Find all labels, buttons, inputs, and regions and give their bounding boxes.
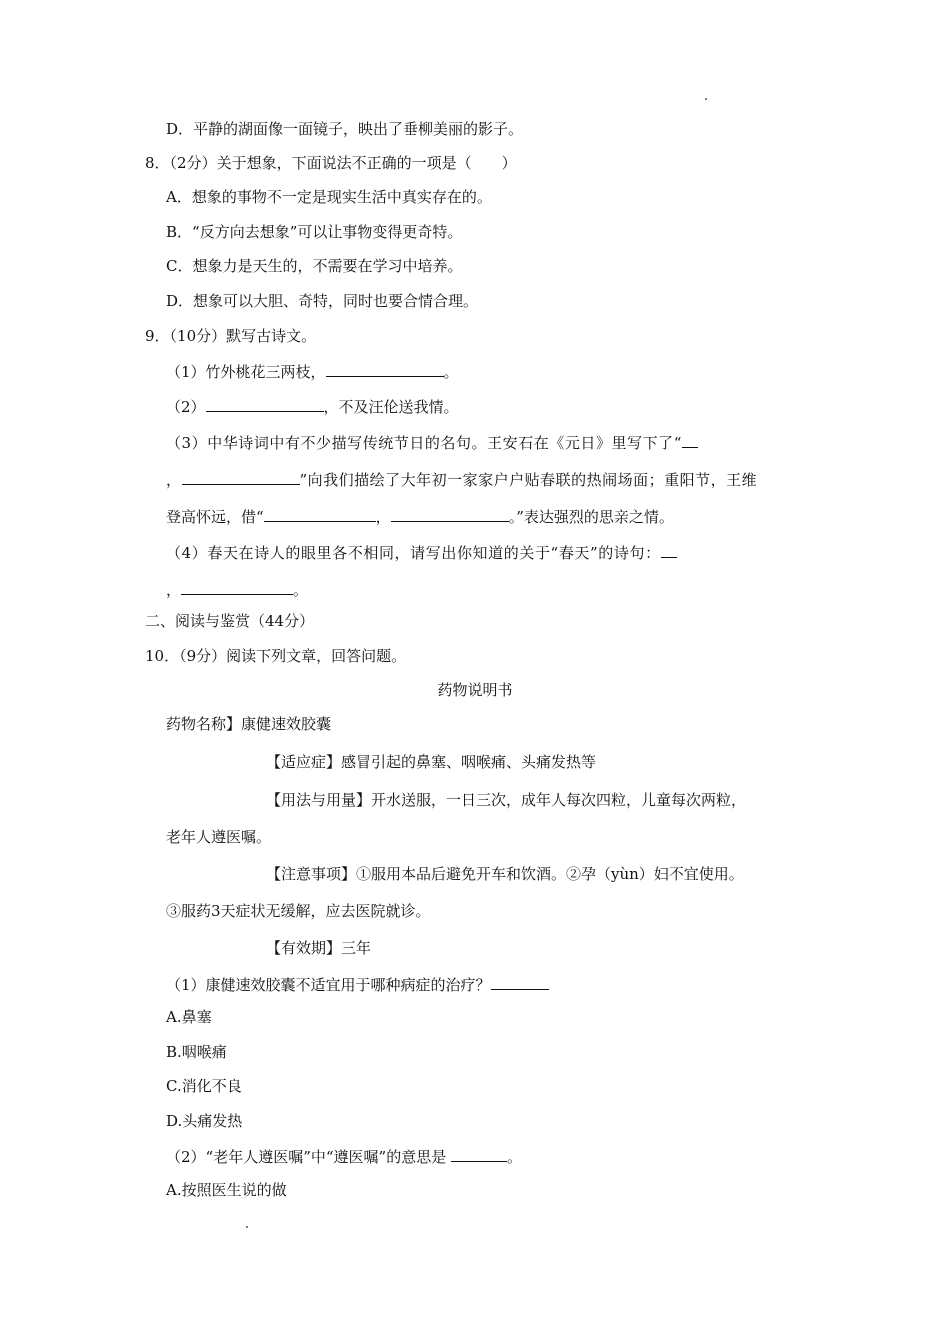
q10-stem: 10．（9分）阅读下列文章，回答问题。 bbox=[145, 647, 407, 665]
q9-sub3-text2: ”向我们描绘了大年初一家家户户贴春联的热闹场面；重阳节，王维 bbox=[299, 471, 758, 489]
q7-option-d: D．平静的湖面像一面镜子，映出了垂柳美丽的影子。 bbox=[166, 120, 524, 138]
q9-sub3-line2 bbox=[166, 468, 757, 490]
q9-sub1 bbox=[166, 360, 459, 382]
q9-sub2-num: （2） bbox=[166, 398, 206, 416]
q8-stem: 8．（2分）关于想象，下面说法不正确的一项是（ ） bbox=[145, 154, 517, 172]
medicine-usage-line1: 【用法与用量】开水送服，一日三次，成年人每次四粒，儿童每次两粒， bbox=[266, 791, 747, 809]
q9-sub3-blank-a[interactable] bbox=[682, 431, 698, 448]
q9-stem: 9．（10分）默写古诗文。 bbox=[145, 327, 317, 345]
medicine-notes-line2: ③服药3天症状无缓解，应去医院就诊。 bbox=[166, 902, 431, 920]
q10-sub1-option-a: A.鼻塞 bbox=[166, 1008, 212, 1026]
medicine-usage-line2: 老年人遵医嘱。 bbox=[166, 828, 272, 846]
q9-sub1-text: （1）竹外桃花三两枝， bbox=[166, 363, 326, 381]
q9-sub2-blank[interactable] bbox=[206, 395, 324, 412]
q9-sub3-text1: （3）中华诗词中有不少描写传统节日的名句。王安石在《元日》里写下了“ bbox=[166, 434, 682, 452]
q10-sub2-stem bbox=[166, 1145, 522, 1167]
q10-sub2-option-a: A.按照医生说的做 bbox=[166, 1181, 287, 1199]
q9-sub4-comma: ， bbox=[166, 581, 182, 599]
q9-sub4-end: 。 bbox=[293, 581, 309, 599]
q10-sub2-end: 。 bbox=[507, 1148, 523, 1166]
q9-sub3-text4: 。”表达强烈的思亲之情。 bbox=[508, 508, 674, 526]
medicine-indication: 【适应症】感冒引起的鼻塞、咽喉痛、头痛发热等 bbox=[266, 753, 597, 771]
q8-option-b: B．“反方向去想象”可以让事物变得更奇特。 bbox=[166, 223, 463, 241]
q10-sub1-option-c: C.消化不良 bbox=[166, 1077, 242, 1095]
q8-option-c: C．想象力是天生的，不需要在学习中培养。 bbox=[166, 257, 463, 275]
q9-sub3-blank-d[interactable] bbox=[391, 505, 509, 522]
page-mark-dot bbox=[705, 98, 707, 100]
q8-option-a: A．想象的事物不一定是现实生活中真实存在的。 bbox=[166, 188, 492, 206]
q10-sub1-option-d: D.头痛发热 bbox=[166, 1112, 243, 1130]
q9-sub4-text1: （4）春天在诗人的眼里各不相同，请写出你知道的关于“春天”的诗句： bbox=[166, 544, 661, 562]
q9-sub3-blank-c[interactable] bbox=[264, 505, 376, 522]
page-mark-dot-bottom bbox=[246, 1226, 248, 1228]
q10-sub1-text: （1）康健速效胶囊不适宜用于哪种病症的治疗？ bbox=[166, 976, 491, 994]
q9-sub4-blank-b[interactable] bbox=[181, 578, 293, 595]
q9-sub3-mid: ， bbox=[375, 508, 391, 526]
q10-sub2-text: （2）“老年人遵医嘱”中“遵医嘱”的意思是 bbox=[166, 1148, 451, 1166]
q9-sub2 bbox=[166, 395, 459, 417]
q9-sub1-blank[interactable] bbox=[326, 360, 444, 377]
section2-heading: 二、阅读与鉴赏（44分） bbox=[145, 612, 315, 630]
medicine-notes-line1: 【注意事项】①服用本品后避免开车和饮酒。②孕（yùn）妇不宜使用。 bbox=[266, 865, 744, 883]
q9-sub3-blank-b[interactable] bbox=[182, 468, 300, 485]
q9-sub2-text: ，不及汪伦送我情。 bbox=[323, 398, 459, 416]
q9-sub3-line1 bbox=[166, 431, 698, 453]
medicine-doc-title: 药物说明书 bbox=[437, 681, 513, 699]
q8-option-d: D．想象可以大胆、奇特，同时也要合情合理。 bbox=[166, 292, 479, 310]
q9-sub4-line1 bbox=[166, 541, 677, 563]
medicine-name: 药物名称】康健速效胶囊 bbox=[166, 715, 332, 733]
medicine-validity: 【有效期】三年 bbox=[266, 939, 372, 957]
q9-sub4-line2 bbox=[166, 578, 308, 600]
q10-sub2-blank[interactable] bbox=[451, 1145, 507, 1162]
q10-sub1-stem bbox=[166, 973, 549, 995]
q10-sub1-blank[interactable] bbox=[491, 973, 549, 990]
q9-sub3-line3 bbox=[166, 505, 674, 527]
q9-sub3-comma: ， bbox=[166, 471, 182, 489]
q10-sub1-option-b: B.咽喉痛 bbox=[166, 1043, 227, 1061]
q9-sub3-text3: 登高怀远，借“ bbox=[166, 508, 264, 526]
q9-sub4-blank-a[interactable] bbox=[661, 541, 677, 558]
q9-sub1-end: 。 bbox=[443, 363, 459, 381]
